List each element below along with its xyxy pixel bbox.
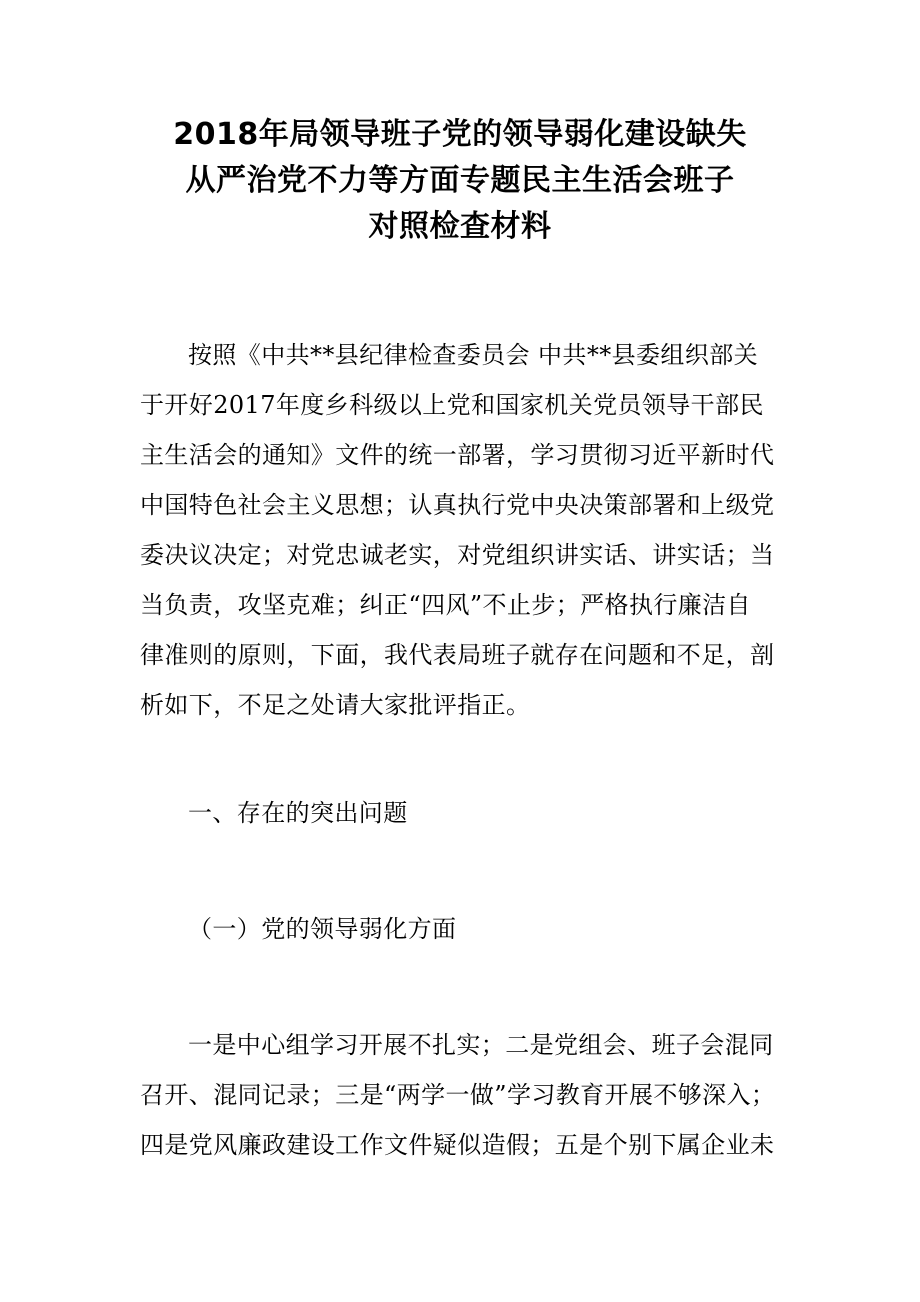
intro-line-4: 中国特色社会主义思想；认真执行党中央决策部署和上级党 bbox=[140, 491, 775, 519]
title-line-2: 从严治党不力等方面专题民主生活会班子 bbox=[185, 163, 735, 198]
subsection-heading bbox=[140, 904, 788, 954]
section-heading bbox=[140, 788, 788, 838]
document-title bbox=[120, 112, 800, 250]
intro-line-8: 析如下，不足之处请大家批评指正。 bbox=[140, 691, 531, 719]
title-line-3: 对照检查材料 bbox=[368, 209, 552, 244]
intro-line-1: 按照《中共**县纪律检查委员会 中共**县委组织部关 bbox=[188, 341, 759, 369]
problem-paragraph bbox=[140, 1020, 788, 1170]
problem-line-1: 一是中心组学习开展不扎实；二是党组会、班子会混同 bbox=[188, 1031, 774, 1059]
intro-line-5: 委决议决定；对党忠诚老实，对党组织讲实话、讲实话；当 bbox=[140, 541, 775, 569]
intro-line-3: 主生活会的通知》文件的统一部署，学习贯彻习近平新时代 bbox=[140, 441, 775, 469]
intro-line-7: 律准则的原则，下面，我代表局班子就存在问题和不足，剖 bbox=[140, 641, 775, 669]
intro-line-2: 于开好2017年度乡科级以上党和国家机关党员领导干部民 bbox=[140, 391, 764, 419]
intro-line-6: 当负责，攻坚克难；纠正“四风”不止步；严格执行廉洁自 bbox=[140, 591, 751, 619]
subsection-heading-text: （一）党的领导弱化方面 bbox=[188, 915, 457, 943]
problem-line-2: 召开、混同记录；三是“两学一做”学习教育开展不够深入； bbox=[140, 1081, 776, 1109]
section-heading-text: 一、存在的突出问题 bbox=[188, 799, 408, 827]
title-line-1: 2018年局领导班子党的领导弱化建设缺失 bbox=[173, 117, 747, 152]
intro-paragraph bbox=[140, 330, 788, 730]
problem-line-3: 四是党风廉政建设工作文件疑似造假；五是个别下属企业未 bbox=[140, 1131, 775, 1159]
